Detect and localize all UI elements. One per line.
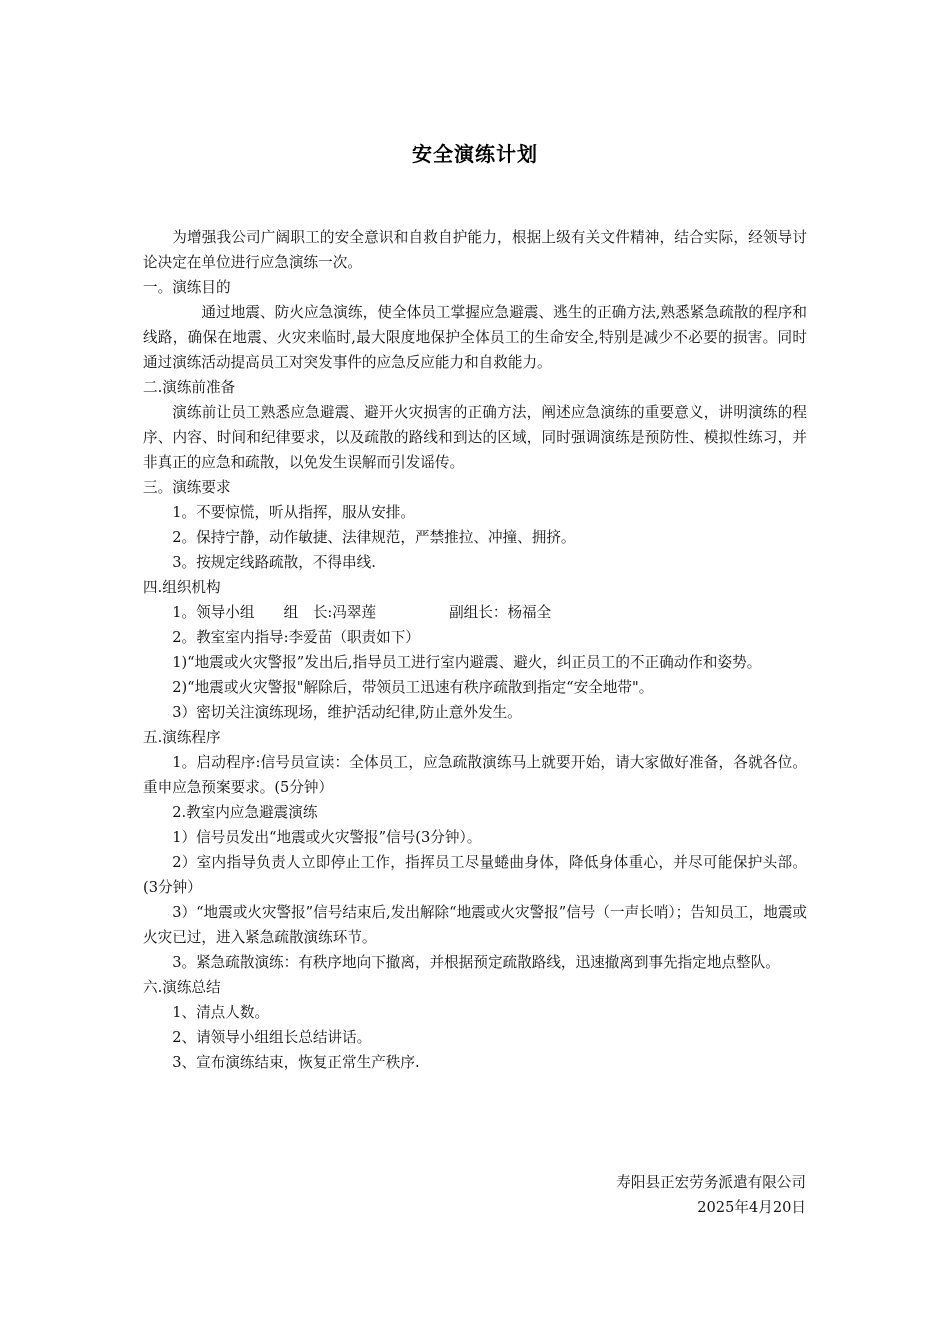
section-1-heading: 一。演练目的 [143, 279, 231, 296]
indoor-guide-line: 2。教室室内指导:李爱苗（职责如下） [172, 629, 420, 646]
section-3-item: 3。按规定线路疏散，不得串线. [172, 554, 376, 571]
summary-item: 3、宣布演练结束，恢复正常生产秩序. [172, 1054, 420, 1071]
procedure-item: 1）信号员发出“地震或火灾警报”信号(3分钟）。 [172, 829, 482, 846]
section-1-text: 通过地震、防火应急演练，使全体员工掌握应急避震、逃生的正确方法,熟悉紧急疏散的程序和线路，确保在地震、火灾来临时,最大限度地保护全体员工的生命安全,特别是减少不必要的损害。同时通过演练活动提高员工对突发事件的应急反应能力和自救能力。 [143, 304, 807, 371]
procedure-item: 2）室内指导负责人立即停止工作，指挥员工尽量蜷曲身体，降低身体重心，并尽可能保护头部。(3分钟） [143, 854, 807, 896]
procedure-item: 2.教室内应急避震演练 [172, 804, 318, 821]
procedure-item: 3）“地震或火灾警报”信号结束后,发出解除“地震或火灾警报”信号（一声长哨）；告知员工，地震或火灾已过，进入紧急疏散演练环节。 [143, 904, 808, 946]
document-title: 安全演练计划 [412, 142, 538, 166]
duty-item: 1)“地震或火灾警报”发出后,指导员工进行室内避震、避火，纠正员工的不正确动作和姿势。 [172, 654, 762, 671]
section-2-text: 演练前让员工熟悉应急避震、避开火灾损害的正确方法，阐述应急演练的重要意义，讲明演练的程序、内容、时间和纪律要求，以及疏散的路线和到达的区域，同时强调演练是预防性、模拟性练习，并非真正的应急和疏散，以免发生误解而引发谣传。 [143, 404, 807, 471]
summary-item: 1、清点人数。 [172, 1004, 270, 1021]
procedure-item: 3。紧急疏散演练：有秩序地向下撤离，并根据预定疏散路线，迅速撤离到事先指定地点整队。 [172, 954, 780, 971]
duty-item: 3）密切关注演练现场，维护活动纪律,防止意外发生。 [172, 704, 522, 721]
signature-company: 寿阳县正宏劳务派遣有限公司 [616, 1174, 806, 1191]
leader-group-line: 1。领导小组 组 长:冯翠莲 副组长：杨福全 [172, 604, 552, 621]
procedure-item: 1。启动程序:信号员宣读：全体员工，应急疏散演练马上就要开始，请大家做好准备，各就各位。重申应急预案要求。(5分钟） [143, 754, 807, 796]
section-5-heading: 五.演练程序 [143, 729, 221, 746]
section-2-heading: 二.演练前准备 [143, 379, 236, 396]
section-3-item: 2。保持宁静，动作敏捷、法律规范，严禁推拉、冲撞、拥挤。 [172, 529, 576, 546]
document-body [143, 225, 807, 1075]
section-6-heading: 六.演练总结 [143, 979, 221, 996]
signature-date: 2025年4月20日 [697, 1199, 806, 1216]
intro-paragraph: 为增强我公司广阔职工的安全意识和自救自护能力，根据上级有关文件精神，结合实际，经领导讨论决定在单位进行应急演练一次。 [143, 229, 807, 271]
duty-item: 2)“地震或火灾警报"解除后，带领员工迅速有秩序疏散到指定“安全地带"。 [172, 679, 654, 696]
section-3-item: 1。不要惊慌，听从指挥，服从安排。 [172, 504, 415, 521]
section-3-heading: 三。演练要求 [143, 479, 231, 496]
section-4-heading: 四.组织机构 [143, 579, 221, 596]
summary-item: 2、请领导小组组长总结讲话。 [172, 1029, 372, 1046]
